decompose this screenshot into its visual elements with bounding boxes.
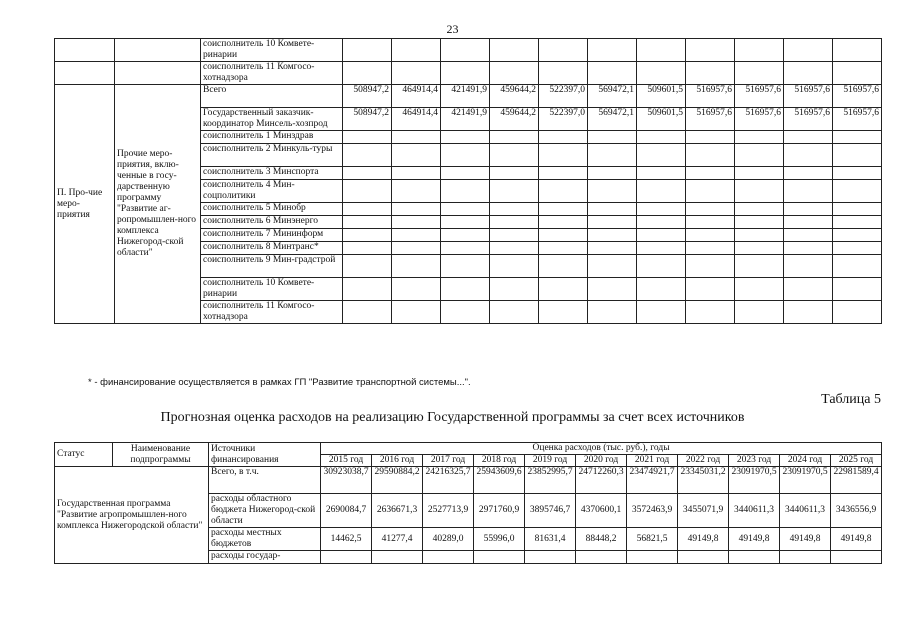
value-cell: [343, 278, 392, 301]
value-cell: [441, 203, 490, 216]
value-cell: [833, 167, 882, 180]
value-cell: 49149,8: [780, 528, 831, 551]
value-cell: [490, 278, 539, 301]
value-cell: [637, 180, 686, 203]
value-cell: [686, 131, 735, 144]
source-cell: Всего, в т.ч.: [209, 467, 321, 494]
value-cell: [343, 229, 392, 242]
value-cell: [343, 131, 392, 144]
value-cell: [637, 39, 686, 62]
value-cell: [474, 551, 525, 564]
header-year: 2018 год: [474, 455, 525, 467]
value-cell: 516957,6: [833, 108, 882, 131]
value-cell: [735, 167, 784, 180]
value-cell: [441, 39, 490, 62]
value-cell: [321, 551, 372, 564]
value-cell: [833, 39, 882, 62]
executor-cell: соисполнитель 3 Минспорта: [201, 167, 343, 180]
value-cell: [735, 255, 784, 278]
table-label: Таблица 5: [821, 392, 881, 407]
value-cell: [637, 131, 686, 144]
value-cell: [735, 229, 784, 242]
value-cell: 2690084,7: [321, 494, 372, 528]
value-cell: [490, 301, 539, 324]
value-cell: [833, 301, 882, 324]
value-cell: 88448,2: [576, 528, 627, 551]
header-row: [55, 443, 882, 455]
value-cell: [784, 167, 833, 180]
value-cell: [784, 180, 833, 203]
value-cell: [627, 551, 678, 564]
value-cell: [833, 242, 882, 255]
value-cell: [686, 242, 735, 255]
value-cell: [441, 144, 490, 167]
value-cell: [539, 39, 588, 62]
value-cell: [372, 551, 423, 564]
value-cell: 516957,6: [833, 85, 882, 108]
status-cell: Государственная программа "Развитие агропромышлен-ного комплекса Нижегородской области": [55, 467, 209, 564]
value-cell: [686, 278, 735, 301]
value-cell: 24712260,3: [576, 467, 627, 494]
value-cell: [784, 131, 833, 144]
value-cell: [735, 216, 784, 229]
value-cell: [588, 216, 637, 229]
header-sources: Источники финансирования: [209, 443, 321, 467]
value-cell: [588, 62, 637, 85]
value-cell: 516957,6: [686, 85, 735, 108]
value-cell: [735, 242, 784, 255]
value-cell: [441, 167, 490, 180]
value-cell: [686, 216, 735, 229]
value-cell: [490, 180, 539, 203]
value-cell: [539, 301, 588, 324]
value-cell: [784, 39, 833, 62]
value-cell: 522397,0: [539, 108, 588, 131]
value-cell: [441, 278, 490, 301]
value-cell: [423, 551, 474, 564]
value-cell: [637, 255, 686, 278]
value-cell: [343, 39, 392, 62]
value-cell: 421491,9: [441, 85, 490, 108]
value-cell: 508947,2: [343, 108, 392, 131]
value-cell: 24216325,7: [423, 467, 474, 494]
value-cell: [490, 242, 539, 255]
value-cell: [588, 131, 637, 144]
value-cell: 2636671,3: [372, 494, 423, 528]
value-cell: [392, 167, 441, 180]
value-cell: [343, 144, 392, 167]
value-cell: 30923038,7: [321, 467, 372, 494]
value-cell: 464914,4: [392, 108, 441, 131]
table-row: [55, 62, 882, 85]
value-cell: 40289,0: [423, 528, 474, 551]
value-cell: [588, 203, 637, 216]
source-cell: расходы государ-: [209, 551, 321, 564]
value-cell: [343, 62, 392, 85]
header-subprogram: Наименование подпрограммы: [113, 443, 209, 467]
executor-cell: соисполнитель 4 Мин-соцполитики: [201, 180, 343, 203]
value-cell: [637, 229, 686, 242]
value-cell: [784, 62, 833, 85]
value-cell: [833, 144, 882, 167]
value-cell: [441, 180, 490, 203]
value-cell: [637, 144, 686, 167]
value-cell: [686, 301, 735, 324]
value-cell: [392, 62, 441, 85]
value-cell: [637, 242, 686, 255]
value-cell: [686, 203, 735, 216]
table-row: [55, 39, 882, 62]
value-cell: [784, 255, 833, 278]
value-cell: [588, 301, 637, 324]
value-cell: [441, 255, 490, 278]
value-cell: [441, 216, 490, 229]
executor-cell: соисполнитель 11 Комгосо-хотнадзора: [201, 301, 343, 324]
value-cell: [784, 144, 833, 167]
value-cell: 3440611,3: [729, 494, 780, 528]
value-cell: 49149,8: [831, 528, 882, 551]
value-cell: [441, 62, 490, 85]
value-cell: [833, 255, 882, 278]
value-cell: [441, 131, 490, 144]
value-cell: [833, 180, 882, 203]
value-cell: [343, 167, 392, 180]
value-cell: [686, 255, 735, 278]
value-cell: 3436556,9: [831, 494, 882, 528]
value-cell: 516957,6: [784, 85, 833, 108]
value-cell: [686, 180, 735, 203]
value-cell: 55996,0: [474, 528, 525, 551]
value-cell: 56821,5: [627, 528, 678, 551]
value-cell: 41277,4: [372, 528, 423, 551]
value-cell: 25943609,6: [474, 467, 525, 494]
status-cell: П. Про-чие меро-приятия: [55, 85, 115, 324]
value-cell: [490, 167, 539, 180]
value-cell: [392, 278, 441, 301]
subprogram-cell: [115, 39, 201, 62]
value-cell: [576, 551, 627, 564]
subprogram-cell: [115, 62, 201, 85]
value-cell: 2527713,9: [423, 494, 474, 528]
value-cell: [637, 301, 686, 324]
value-cell: 4370600,1: [576, 494, 627, 528]
value-cell: [392, 144, 441, 167]
value-cell: [490, 62, 539, 85]
executor-cell: соисполнитель 2 Минкуль-туры: [201, 144, 343, 167]
value-cell: [588, 255, 637, 278]
value-cell: [780, 551, 831, 564]
value-cell: [539, 180, 588, 203]
value-cell: 29590884,2: [372, 467, 423, 494]
value-cell: [833, 216, 882, 229]
header-year: 2020 год: [576, 455, 627, 467]
value-cell: 516957,6: [735, 108, 784, 131]
value-cell: [735, 131, 784, 144]
value-cell: [735, 62, 784, 85]
value-cell: [686, 62, 735, 85]
table-program-activities: [54, 38, 882, 324]
source-cell: расходы местных бюджетов: [209, 528, 321, 551]
header-year: 2023 год: [729, 455, 780, 467]
value-cell: [392, 301, 441, 324]
value-cell: [343, 203, 392, 216]
value-cell: [833, 229, 882, 242]
table-forecast-expenditures: [54, 442, 882, 564]
value-cell: [343, 180, 392, 203]
executor-cell: соисполнитель 10 Комвете-ринарии: [201, 39, 343, 62]
value-cell: [735, 203, 784, 216]
value-cell: 459644,2: [490, 85, 539, 108]
value-cell: [588, 144, 637, 167]
value-cell: [588, 167, 637, 180]
subprogram-cell: Прочие меро-приятия, вклю-ченные в госу-дарственную программу "Развитие аг-ропромышлен-ного комплекса Нижегород-ской области": [115, 85, 201, 324]
value-cell: [833, 131, 882, 144]
value-cell: [441, 301, 490, 324]
table-row: [55, 467, 882, 494]
value-cell: 23474921,7: [627, 467, 678, 494]
executor-cell: соисполнитель 7 Мининформ: [201, 229, 343, 242]
value-cell: 509601,5: [637, 108, 686, 131]
table-title: Прогнозная оценка расходов на реализацию Государственной программы за счет всех источников: [160, 410, 745, 425]
value-cell: [784, 242, 833, 255]
value-cell: [588, 180, 637, 203]
executor-cell: соисполнитель 9 Мин-градстрой: [201, 255, 343, 278]
page-number: 23: [446, 22, 459, 36]
value-cell: [343, 255, 392, 278]
executor-cell: Государственный заказчик-координатор Минсель-хозпрод: [201, 108, 343, 131]
value-cell: [784, 278, 833, 301]
value-cell: 508947,2: [343, 85, 392, 108]
value-cell: [539, 242, 588, 255]
table-row: [55, 85, 882, 108]
header-status: Статус: [55, 443, 113, 467]
value-cell: [539, 131, 588, 144]
executor-cell: соисполнитель 1 Минздрав: [201, 131, 343, 144]
value-cell: [784, 229, 833, 242]
value-cell: [343, 216, 392, 229]
value-cell: [637, 203, 686, 216]
header-year: 2021 год: [627, 455, 678, 467]
value-cell: [539, 255, 588, 278]
executor-cell: Всего: [201, 85, 343, 108]
value-cell: [588, 278, 637, 301]
value-cell: [392, 242, 441, 255]
header-year: 2017 год: [423, 455, 474, 467]
value-cell: [588, 242, 637, 255]
value-cell: [441, 229, 490, 242]
value-cell: [490, 255, 539, 278]
value-cell: [833, 62, 882, 85]
value-cell: [539, 216, 588, 229]
value-cell: [588, 39, 637, 62]
value-cell: [637, 62, 686, 85]
value-cell: 23091970,5: [729, 467, 780, 494]
header-year: 2024 год: [780, 455, 831, 467]
value-cell: 516957,6: [735, 85, 784, 108]
value-cell: [831, 551, 882, 564]
value-cell: 81631,4: [525, 528, 576, 551]
table2-body: [55, 443, 882, 564]
value-cell: [539, 229, 588, 242]
value-cell: [490, 131, 539, 144]
value-cell: 516957,6: [784, 108, 833, 131]
value-cell: 522397,0: [539, 85, 588, 108]
value-cell: 23091970,5: [780, 467, 831, 494]
value-cell: [784, 301, 833, 324]
value-cell: 569472,1: [588, 85, 637, 108]
value-cell: [539, 167, 588, 180]
value-cell: [784, 203, 833, 216]
header-year: 2019 год: [525, 455, 576, 467]
value-cell: [637, 216, 686, 229]
value-cell: [686, 229, 735, 242]
value-cell: [392, 255, 441, 278]
value-cell: [539, 203, 588, 216]
value-cell: [833, 203, 882, 216]
table1-body: [55, 39, 882, 324]
value-cell: [588, 229, 637, 242]
value-cell: [735, 180, 784, 203]
value-cell: 3895746,7: [525, 494, 576, 528]
header-year: 2022 год: [678, 455, 729, 467]
value-cell: [392, 131, 441, 144]
status-cell: [55, 62, 115, 85]
value-cell: 49149,8: [678, 528, 729, 551]
value-cell: [637, 278, 686, 301]
value-cell: [686, 39, 735, 62]
value-cell: 3440611,3: [780, 494, 831, 528]
value-cell: [343, 301, 392, 324]
value-cell: [735, 144, 784, 167]
value-cell: 516957,6: [686, 108, 735, 131]
executor-cell: соисполнитель 11 Комгосо-хотнадзора: [201, 62, 343, 85]
value-cell: [735, 301, 784, 324]
footnote: * - финансирование осуществляется в рамках ГП "Развитие транспортной системы...".: [88, 377, 471, 388]
executor-cell: соисполнитель 6 Минэнерго: [201, 216, 343, 229]
value-cell: [735, 278, 784, 301]
source-cell: расходы областного бюджета Нижегород-ской области: [209, 494, 321, 528]
header-year: 2016 год: [372, 455, 423, 467]
executor-cell: соисполнитель 5 Минобр: [201, 203, 343, 216]
value-cell: 3572463,9: [627, 494, 678, 528]
value-cell: [392, 39, 441, 62]
value-cell: 49149,8: [729, 528, 780, 551]
value-cell: [490, 203, 539, 216]
value-cell: 459644,2: [490, 108, 539, 131]
value-cell: [392, 180, 441, 203]
executor-cell: соисполнитель 8 Минтранс*: [201, 242, 343, 255]
value-cell: 421491,9: [441, 108, 490, 131]
value-cell: [678, 551, 729, 564]
value-cell: 569472,1: [588, 108, 637, 131]
value-cell: [686, 144, 735, 167]
executor-cell: соисполнитель 10 Комвете-ринарии: [201, 278, 343, 301]
value-cell: 23345031,2: [678, 467, 729, 494]
value-cell: [637, 167, 686, 180]
value-cell: 14462,5: [321, 528, 372, 551]
value-cell: [784, 216, 833, 229]
value-cell: 3455071,9: [678, 494, 729, 528]
value-cell: [539, 62, 588, 85]
value-cell: [392, 203, 441, 216]
value-cell: [729, 551, 780, 564]
value-cell: [525, 551, 576, 564]
value-cell: [490, 39, 539, 62]
value-cell: [539, 278, 588, 301]
value-cell: [490, 144, 539, 167]
value-cell: 464914,4: [392, 85, 441, 108]
value-cell: [686, 167, 735, 180]
value-cell: 2971760,9: [474, 494, 525, 528]
value-cell: [735, 39, 784, 62]
status-cell: [55, 39, 115, 62]
value-cell: [441, 242, 490, 255]
value-cell: [392, 229, 441, 242]
value-cell: [539, 144, 588, 167]
value-cell: [343, 242, 392, 255]
value-cell: 23852995,7: [525, 467, 576, 494]
value-cell: [392, 216, 441, 229]
value-cell: 22981589,4: [831, 467, 882, 494]
value-cell: 509601,5: [637, 85, 686, 108]
value-cell: [490, 216, 539, 229]
header-year: 2025 год: [831, 455, 882, 467]
value-cell: [490, 229, 539, 242]
header-year: 2015 год: [321, 455, 372, 467]
header-estimate: Оценка расходов (тыс. руб.), годы: [321, 443, 882, 455]
value-cell: [833, 278, 882, 301]
